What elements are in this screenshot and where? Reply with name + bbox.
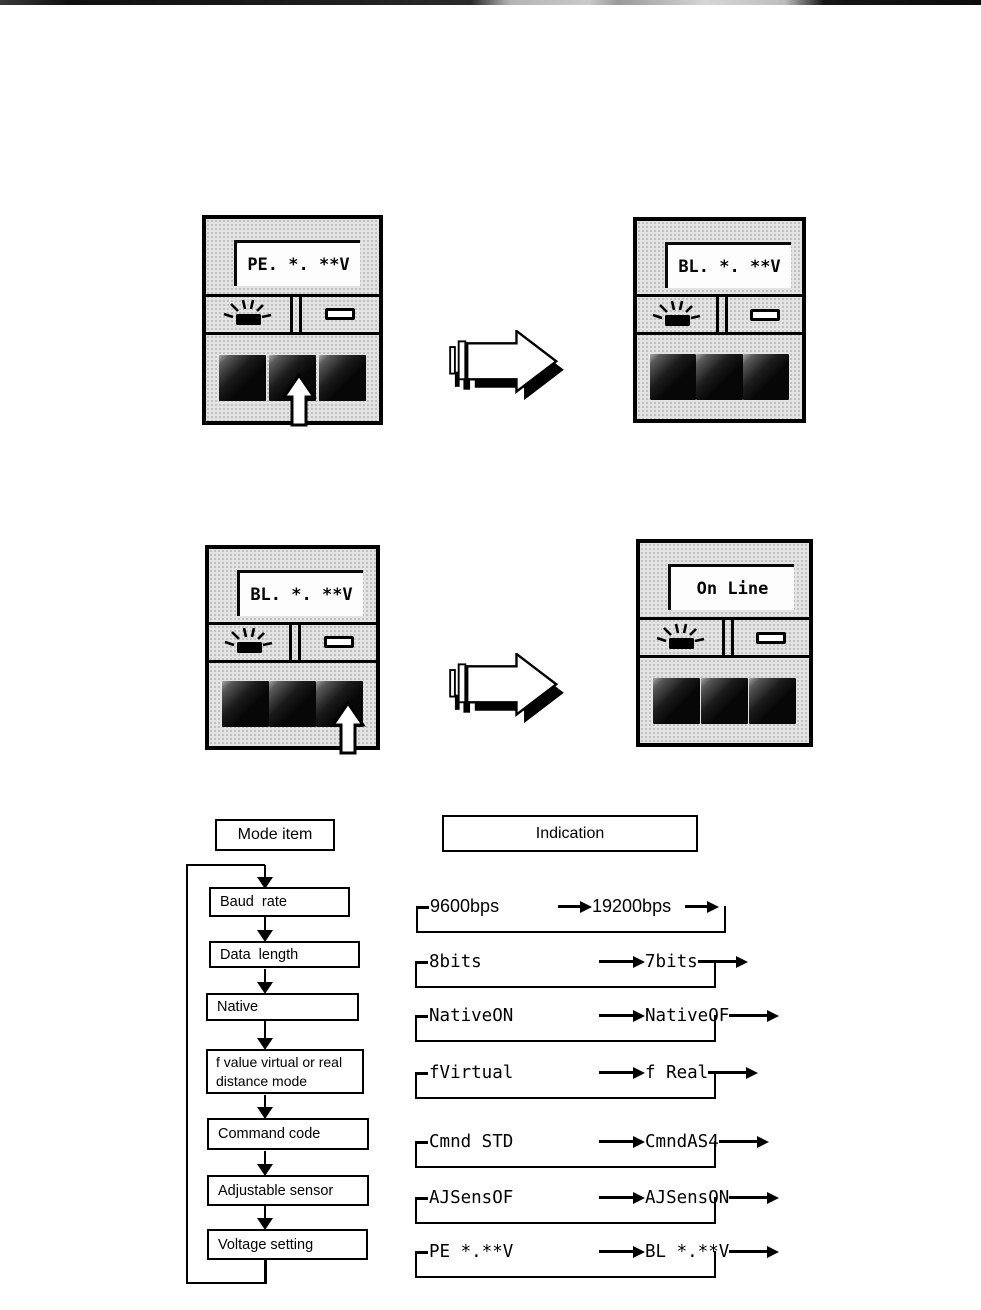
indication-row-data-length	[415, 948, 716, 988]
panel-button-2	[701, 678, 748, 724]
lcd-text: BL. *. **V	[678, 256, 781, 277]
indication-row-voltage-setting	[415, 1238, 730, 1278]
led-off-icon	[731, 620, 809, 655]
right-arrow-icon	[685, 901, 719, 913]
press-up-arrow-icon	[280, 372, 318, 428]
flow-down-arrow-icon	[257, 1021, 273, 1050]
right-arrow-icon	[599, 956, 645, 968]
lcd-text: PE. *. **V	[247, 254, 350, 275]
led-section	[637, 294, 802, 335]
blinking-led-icon	[637, 297, 719, 332]
mode-box-f-value	[206, 1049, 364, 1094]
right-arrow-icon	[698, 956, 748, 968]
indication-value: 19200bps	[592, 896, 672, 916]
panel-button-3	[319, 355, 366, 401]
panel-button-3	[749, 678, 796, 724]
button-section	[209, 663, 376, 746]
mode-box-label: Native	[217, 999, 259, 1015]
right-arrow-icon	[729, 1010, 779, 1022]
control-panel-4	[636, 539, 813, 747]
led-section	[640, 617, 809, 658]
indication-row-baud-rate	[416, 893, 726, 933]
control-panel-1	[202, 215, 383, 425]
button-section	[637, 335, 802, 419]
indication-value: NativeOF	[645, 1005, 730, 1026]
lcd-section	[637, 221, 802, 294]
flow-down-arrow-icon	[257, 1095, 273, 1119]
right-arrow-icon	[599, 1067, 645, 1079]
indication-value: PE *.**V	[429, 1241, 514, 1262]
lcd-screen	[668, 564, 794, 610]
right-arrow-icon	[599, 1192, 645, 1204]
panel-button-3	[743, 354, 789, 400]
lcd-text: BL. *. **V	[250, 584, 353, 605]
mode-box-label: Data length	[220, 946, 299, 963]
lcd-text: On Line	[696, 578, 769, 599]
right-arrow-icon	[729, 1246, 779, 1258]
right-arrow-icon	[599, 1136, 645, 1148]
indication-value: f Real	[645, 1062, 709, 1083]
control-panel-3	[205, 545, 380, 750]
indication-value: AJSensOF	[429, 1187, 514, 1208]
lcd-screen	[237, 570, 363, 616]
mode-box-voltage-setting	[207, 1229, 368, 1260]
lcd-section	[640, 543, 809, 617]
mode-box-native	[206, 993, 359, 1021]
panel-button-1	[219, 355, 266, 401]
indication-row-command-code	[415, 1128, 719, 1168]
flow-down-arrow-icon	[257, 865, 273, 889]
mode-item-header-label: Mode item	[237, 826, 313, 843]
indication-value: CmndAS4	[645, 1131, 719, 1152]
indication-value: NativeON	[429, 1005, 514, 1026]
indication-header-label: Indication	[535, 824, 605, 842]
led-section	[206, 294, 379, 335]
indication-value: 7bits	[645, 951, 698, 972]
flow-down-arrow-icon	[257, 969, 273, 994]
panel-button-1	[222, 681, 269, 727]
next-step-arrow-icon	[448, 330, 566, 402]
indication-row-native	[415, 1002, 730, 1042]
loop-return-connector	[264, 1260, 267, 1284]
right-arrow-icon	[729, 1192, 779, 1204]
lcd-section	[206, 219, 379, 294]
blinking-led-icon	[640, 620, 725, 655]
panel-button-2	[696, 354, 742, 400]
flow-down-arrow-icon	[257, 917, 273, 942]
mode-box-label: Adjustable sensor	[218, 1182, 334, 1199]
right-arrow-icon	[558, 901, 592, 913]
mode-box-command-code	[207, 1118, 369, 1150]
blinking-led-icon	[209, 625, 292, 660]
panel-button-1	[650, 354, 696, 400]
lcd-screen	[234, 240, 360, 286]
led-off-icon	[299, 297, 379, 332]
flow-down-arrow-icon	[257, 1151, 273, 1176]
mode-box-label: Voltage setting	[218, 1236, 314, 1253]
mode-item-header	[215, 819, 335, 851]
led-off-icon	[725, 297, 802, 332]
mode-box-adjustable-sensor	[207, 1175, 369, 1206]
control-panel-2	[633, 217, 806, 423]
mode-box-label: f value virtual or real distance mode	[216, 1053, 343, 1089]
mode-box-baud-rate	[209, 887, 350, 917]
button-section	[206, 335, 379, 421]
blinking-led-icon	[206, 297, 293, 332]
button-section	[640, 658, 809, 743]
next-step-arrow-icon	[448, 653, 566, 725]
page-scan-edge	[0, 0, 981, 5]
right-arrow-icon	[599, 1246, 645, 1258]
lcd-screen	[665, 242, 791, 288]
indication-row-adjustable-sensor	[415, 1184, 730, 1224]
mode-box-label: Baud rate	[220, 894, 287, 910]
indication-row-f-value	[415, 1059, 716, 1099]
indication-value: 8bits	[429, 951, 482, 972]
panel-button-2	[269, 681, 316, 727]
right-arrow-icon	[719, 1136, 769, 1148]
mode-box-label: Command code	[218, 1126, 321, 1142]
flow-down-arrow-icon	[257, 1206, 273, 1230]
right-arrow-icon	[708, 1067, 758, 1079]
indication-value: 9600bps	[430, 896, 500, 916]
mode-box-data-length	[209, 941, 360, 968]
indication-header	[442, 815, 698, 852]
indication-value: fVirtual	[429, 1062, 514, 1083]
right-arrow-icon	[599, 1010, 645, 1022]
indication-value: Cmnd STD	[429, 1131, 514, 1152]
lcd-section	[209, 549, 376, 622]
indication-value: BL *.**V	[645, 1241, 730, 1262]
panel-button-1	[653, 678, 700, 724]
press-up-arrow-icon	[329, 700, 367, 756]
led-section	[209, 622, 376, 663]
led-off-icon	[298, 625, 376, 660]
indication-value: AJSensON	[645, 1187, 730, 1208]
